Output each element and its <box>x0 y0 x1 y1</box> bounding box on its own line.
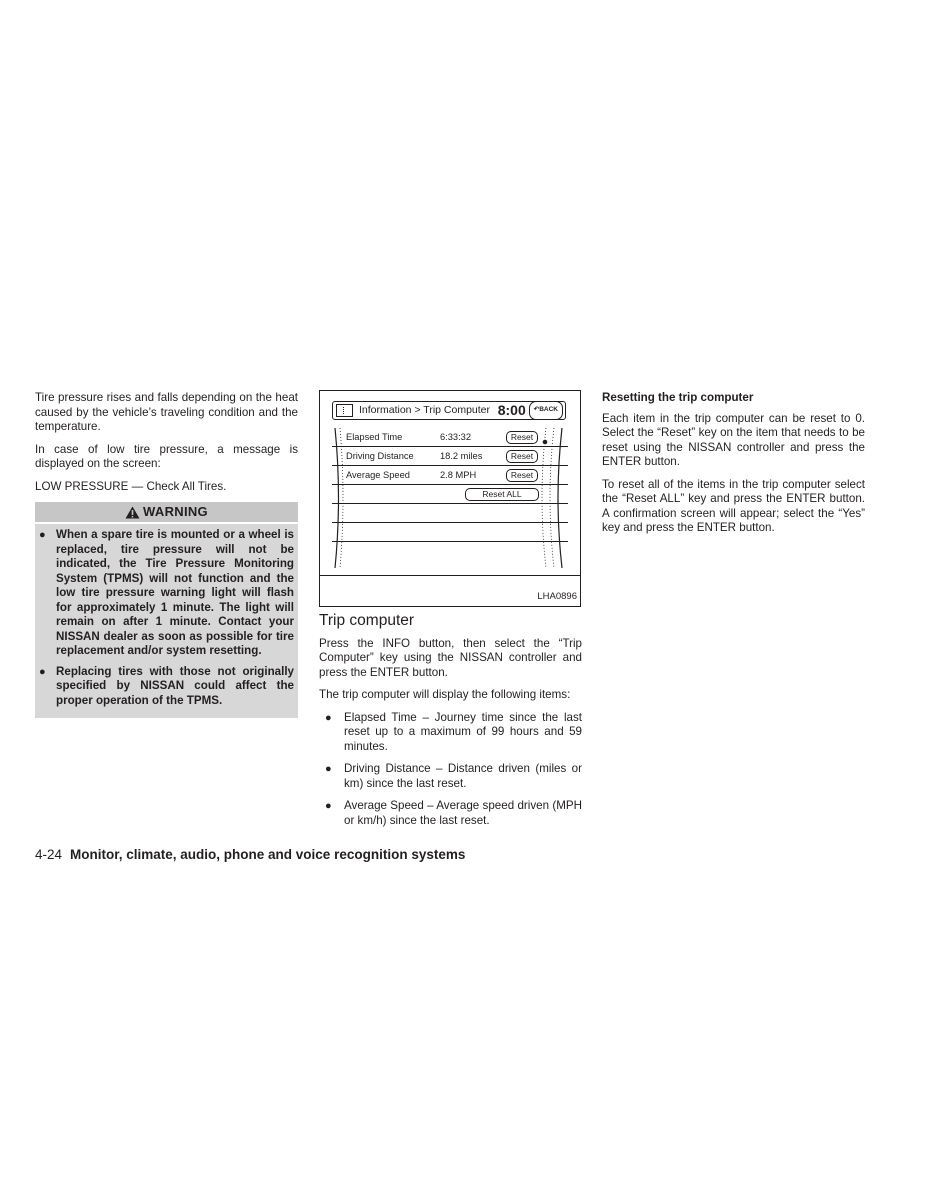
back-arrow-icon: ↶ <box>533 406 540 414</box>
warning-triangle-icon <box>125 506 140 519</box>
list-item <box>325 799 582 828</box>
reset-all-button: Reset ALL <box>465 488 539 501</box>
row-value: 2.8 MPH <box>440 469 477 480</box>
trip-row <box>332 466 568 485</box>
screen-header <box>332 401 566 420</box>
warning-list <box>35 528 298 708</box>
warning-item <box>39 528 294 659</box>
row-label: Average Speed <box>346 469 410 480</box>
figure-divider <box>320 575 580 576</box>
menu-icon <box>336 404 353 417</box>
subsection-heading: Resetting the trip computer <box>602 391 754 404</box>
back-label: BACK <box>539 406 558 414</box>
trip-row <box>332 485 568 504</box>
screen-body <box>332 428 568 568</box>
list-item-text: Driving Distance – Distance driven (miles or km) since the last reset. <box>344 762 582 790</box>
warning-item-text: Replacing tires with those not originally specified by NISSAN could affect the proper operation of the TPMS. <box>56 664 294 707</box>
paragraph-info-button: Press the INFO button, then select the “Trip Computer” key using the NISSAN controller and press the ENTER button. <box>319 636 582 679</box>
list-item <box>325 711 582 755</box>
empty-row <box>332 523 568 542</box>
row-label: Elapsed Time <box>346 431 403 442</box>
empty-row <box>332 504 568 523</box>
column-right <box>602 391 865 544</box>
back-button <box>529 401 563 420</box>
paragraph-low-pressure-message: LOW PRESSURE — Check All Tires. <box>35 479 227 493</box>
bullet-icon: ● <box>325 763 332 775</box>
trip-row <box>332 428 568 447</box>
bullet-icon: ● <box>39 665 46 678</box>
reset-button: Reset <box>506 450 538 463</box>
paragraph-reset-all: To reset all of the items in the trip computer select the “Reset ALL” key and press the ENTER button. A confirmation screen will appear; select the “Yes” key and press the ENTER button. <box>602 477 865 534</box>
page-number: 4-24 <box>35 847 63 862</box>
list-item-text: Elapsed Time – Journey time since the last reset up to a maximum of 99 hours and 59 minutes. <box>344 710 582 753</box>
column-middle <box>319 390 582 836</box>
list-item <box>325 762 582 791</box>
warning-item <box>39 665 294 709</box>
trip-row <box>332 447 568 466</box>
column-left <box>35 391 298 718</box>
screen-title: Information > Trip Computer <box>359 404 491 417</box>
row-value: 18.2 miles <box>440 450 483 461</box>
chapter-title: Monitor, climate, audio, phone and voice recognition systems <box>70 847 466 862</box>
paragraph-low-pressure: In case of low tire pressure, a message is displayed on the screen: <box>35 442 298 470</box>
row-label: Driving Distance <box>346 450 414 461</box>
bullet-icon: ● <box>325 711 332 724</box>
warning-box <box>35 502 298 718</box>
screen-clock: 8:00 <box>497 402 526 419</box>
figure-code: LHA0896 <box>537 590 577 602</box>
page-footer <box>35 847 465 862</box>
warning-header <box>35 502 298 524</box>
reset-button: Reset <box>506 431 538 444</box>
bullet-icon: ● <box>325 800 332 812</box>
bullet-icon: ● <box>39 529 46 541</box>
list-item-text: Average Speed – Average speed driven (MPH or km/h) since the last reset. <box>344 799 582 827</box>
paragraph-reset-item: Each item in the trip computer can be reset to 0. Select the “Reset” key on the item that needs to be reset using the NISSAN controller and press the ENTER button. <box>602 411 865 468</box>
warning-title: WARNING <box>143 503 208 519</box>
paragraph-display-items: The trip computer will display the following items: <box>319 688 571 701</box>
row-value: 6:33:32 <box>440 431 472 442</box>
warning-item-text: When a spare tire is mounted or a wheel is replaced, tire pressure will not be indicated, the Tire Pressure Monitoring System (TPMS) will not function and the low tire pressure warning light will flash for approximately 1 minute. The light will remain on after 1 minute. Contact your NISSAN dealer as soon as possible for tire replacement and/or system resetting. <box>56 528 294 657</box>
paragraph-tire-pressure: Tire pressure rises and falls depending on the heat caused by the vehicle’s traveling condition and the temperature. <box>35 391 298 433</box>
section-heading: Trip computer <box>319 612 415 629</box>
trip-items-list <box>319 711 582 829</box>
trip-computer-screen-figure <box>319 390 581 607</box>
reset-button: Reset <box>506 469 538 482</box>
